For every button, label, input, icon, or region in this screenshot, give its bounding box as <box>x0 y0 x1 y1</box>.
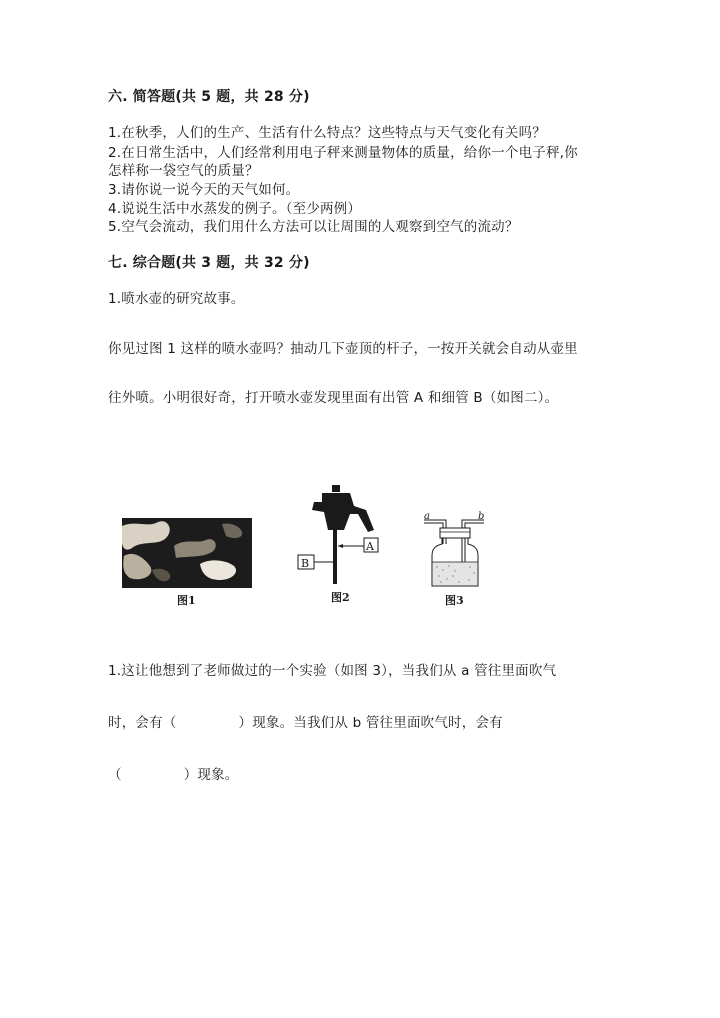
blank-suffix-1: ）现象。当我们从 b 管往里面吹气时，会有 <box>238 715 503 731</box>
question-1: 1.在秋季，人们的生产、生活有什么特点？这些特点与天气变化有关吗？ <box>108 125 546 141</box>
question-4: 4.说说生活中水蒸发的例子。（至少两例） <box>108 201 362 217</box>
blank-suffix-2: ）现象。 <box>183 767 239 783</box>
sub-question-1-line-3 <box>108 766 239 784</box>
figure-3-label-b: b <box>478 511 485 522</box>
figure-1-photo <box>122 518 252 588</box>
story-paragraph-line-2: 往外喷。小明很好奇，打开喷水壶发现里面有出管 A 和细管 B（如图二）。 <box>108 390 559 406</box>
question-2-line-2: 怎样称一袋空气的质量？ <box>108 163 259 179</box>
blank-prefix-1: 时，会有（ <box>108 715 177 731</box>
sub-question-1-line-1: 1.这让他想到了老师做过的一个实验（如图 3），当我们从 a 管往里面吹气 <box>108 663 557 679</box>
section-6-title: 六. 简答题(共 5 题，共 28 分) <box>108 89 310 105</box>
figure-2-label-b: B <box>301 557 310 570</box>
figure-3-caption: 图3 <box>445 594 464 607</box>
figure-2-caption: 图2 <box>331 591 350 604</box>
figure-3-label-a: a <box>424 511 431 522</box>
section-7-title: 七. 综合题(共 3 题，共 32 分) <box>108 255 310 271</box>
figure-2-label-a: A <box>366 540 375 553</box>
question-2-line-1: 2.在日常生活中，人们经常利用电子秤来测量物体的质量，给你一个电子秤,你 <box>108 145 578 161</box>
question-3: 3.请你说一说今天的天气如何。 <box>108 182 300 198</box>
story-paragraph-line-1: 你见过图 1 这样的喷水壶吗？抽动几下壶顶的杆子，一按开关就会自动从壶里 <box>108 341 578 357</box>
question-5: 5.空气会流动，我们用什么方法可以让周围的人观察到空气的流动？ <box>108 219 519 235</box>
comprehensive-q1-title: 1.喷水壶的研究故事。 <box>108 291 245 307</box>
blank-prefix-2: （ <box>108 767 122 783</box>
sub-question-1-line-2 <box>108 714 503 732</box>
figure-1-caption: 图1 <box>177 594 196 607</box>
